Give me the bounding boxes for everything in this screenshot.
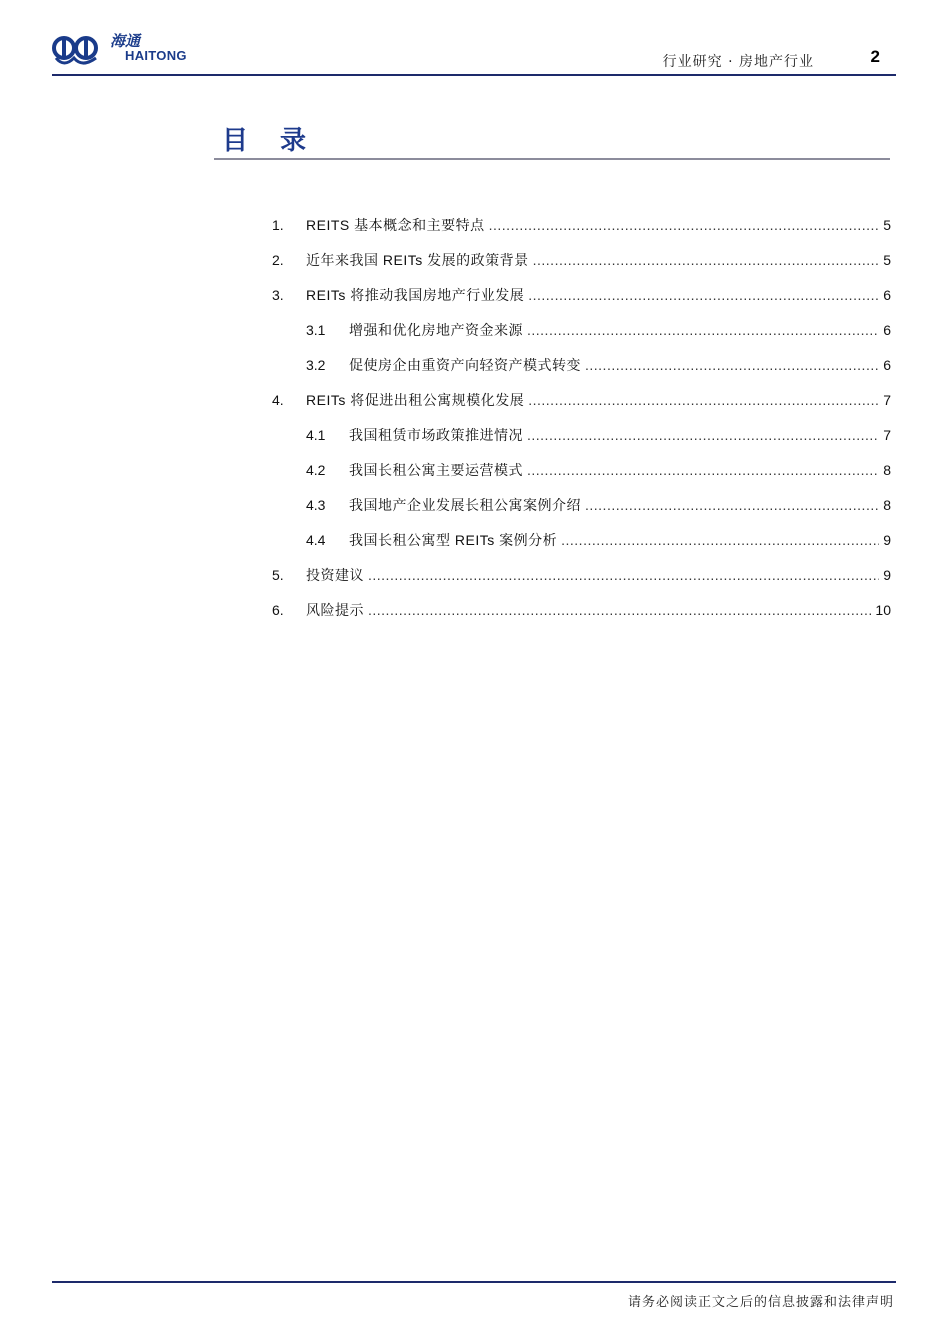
toc-entry-page: 5 [883, 252, 891, 268]
toc-entry-page: 9 [883, 532, 891, 548]
toc-subentry[interactable] [306, 495, 891, 517]
toc-entry-page: 10 [875, 602, 891, 618]
toc-entry[interactable] [272, 390, 891, 412]
toc-leader-dots [527, 427, 879, 443]
toc-entry-number: 4. [272, 392, 284, 408]
toc-entry[interactable] [272, 250, 891, 272]
header-divider [52, 74, 896, 76]
toc-entry-number: 1. [272, 217, 284, 233]
haitong-logo [52, 28, 202, 72]
logo-brand-text: HAITONG [125, 48, 187, 63]
toc-entry-number: 5. [272, 567, 284, 583]
toc-leader-dots [528, 392, 879, 408]
report-category: 行业研究 · 房地产行业 [662, 54, 814, 70]
toc-entry-page: 6 [883, 287, 891, 303]
toc-entry-label: 我国长租公寓主要运营模式 [349, 462, 523, 478]
toc-leader-dots [527, 462, 879, 478]
page-header [0, 0, 950, 80]
toc-subentry[interactable] [306, 530, 891, 552]
toc-leader-dots [368, 567, 879, 583]
disclaimer-note: 请务必阅读正文之后的信息披露和法律声明 [627, 1295, 894, 1310]
toc-leader-dots [585, 497, 879, 513]
toc-leader-dots [533, 252, 880, 268]
toc-entry-label: REITs 将促进出租公寓规模化发展 [306, 392, 525, 408]
toc-entry-number: 4.1 [306, 427, 326, 443]
logo-script-text: 海通 [110, 32, 141, 50]
toc-entry-label: 我国长租公寓型 REITs 案例分析 [349, 532, 558, 548]
toc-leader-dots [527, 322, 879, 338]
toc-entry-number: 4.2 [306, 462, 326, 478]
toc-entry-label: 增强和优化房地产资金来源 [349, 322, 523, 338]
toc-entry-number: 2. [272, 252, 284, 268]
toc-entry[interactable] [272, 215, 891, 237]
toc-entry-label: 促使房企由重资产向轻资产模式转变 [349, 357, 581, 373]
toc-entry-label: REITS 基本概念和主要特点 [306, 217, 485, 233]
toc-entry-label: 近年来我国 REITs 发展的政策背景 [306, 252, 529, 268]
toc-entry-label: 我国租赁市场政策推进情况 [349, 427, 523, 443]
toc-entry-number: 3.1 [306, 322, 326, 338]
toc-entry-label: REITs 将推动我国房地产行业发展 [306, 287, 525, 303]
toc-entry[interactable] [272, 600, 891, 622]
toc-entry-label: 投资建议 [306, 567, 364, 583]
toc-entry-page: 7 [883, 392, 891, 408]
toc-entry-page: 9 [883, 567, 891, 583]
toc-subentry[interactable] [306, 320, 891, 342]
toc-entry[interactable] [272, 285, 891, 307]
toc-heading: 目录 [222, 126, 339, 156]
toc-leader-dots [561, 532, 879, 548]
toc-entry[interactable] [272, 565, 891, 587]
toc-entry-number: 4.3 [306, 497, 326, 513]
toc-heading-divider [214, 158, 890, 160]
haitong-logo-icon [52, 28, 108, 72]
toc-subentry[interactable] [306, 355, 891, 377]
toc-entry-page: 6 [883, 357, 891, 373]
toc-entry-page: 7 [883, 427, 891, 443]
toc-entry-page: 8 [883, 497, 891, 513]
toc-leader-dots [368, 602, 871, 618]
toc-entry-page: 8 [883, 462, 891, 478]
toc-entry-label: 风险提示 [306, 602, 364, 618]
toc-leader-dots [585, 357, 879, 373]
toc-entry-number: 3.2 [306, 357, 326, 373]
toc-subentry[interactable] [306, 460, 891, 482]
toc-entry-page: 5 [883, 217, 891, 233]
toc-entry-label: 我国地产企业发展长租公寓案例介绍 [349, 497, 581, 513]
page-number: 2 [870, 47, 880, 66]
footer-divider [52, 1281, 896, 1283]
toc-leader-dots [528, 287, 879, 303]
toc-subentry[interactable] [306, 425, 891, 447]
toc-entry-number: 3. [272, 287, 284, 303]
toc-leader-dots [489, 217, 880, 233]
toc-entry-number: 6. [272, 602, 284, 618]
toc-entry-number: 4.4 [306, 532, 326, 548]
toc-entry-page: 6 [883, 322, 891, 338]
